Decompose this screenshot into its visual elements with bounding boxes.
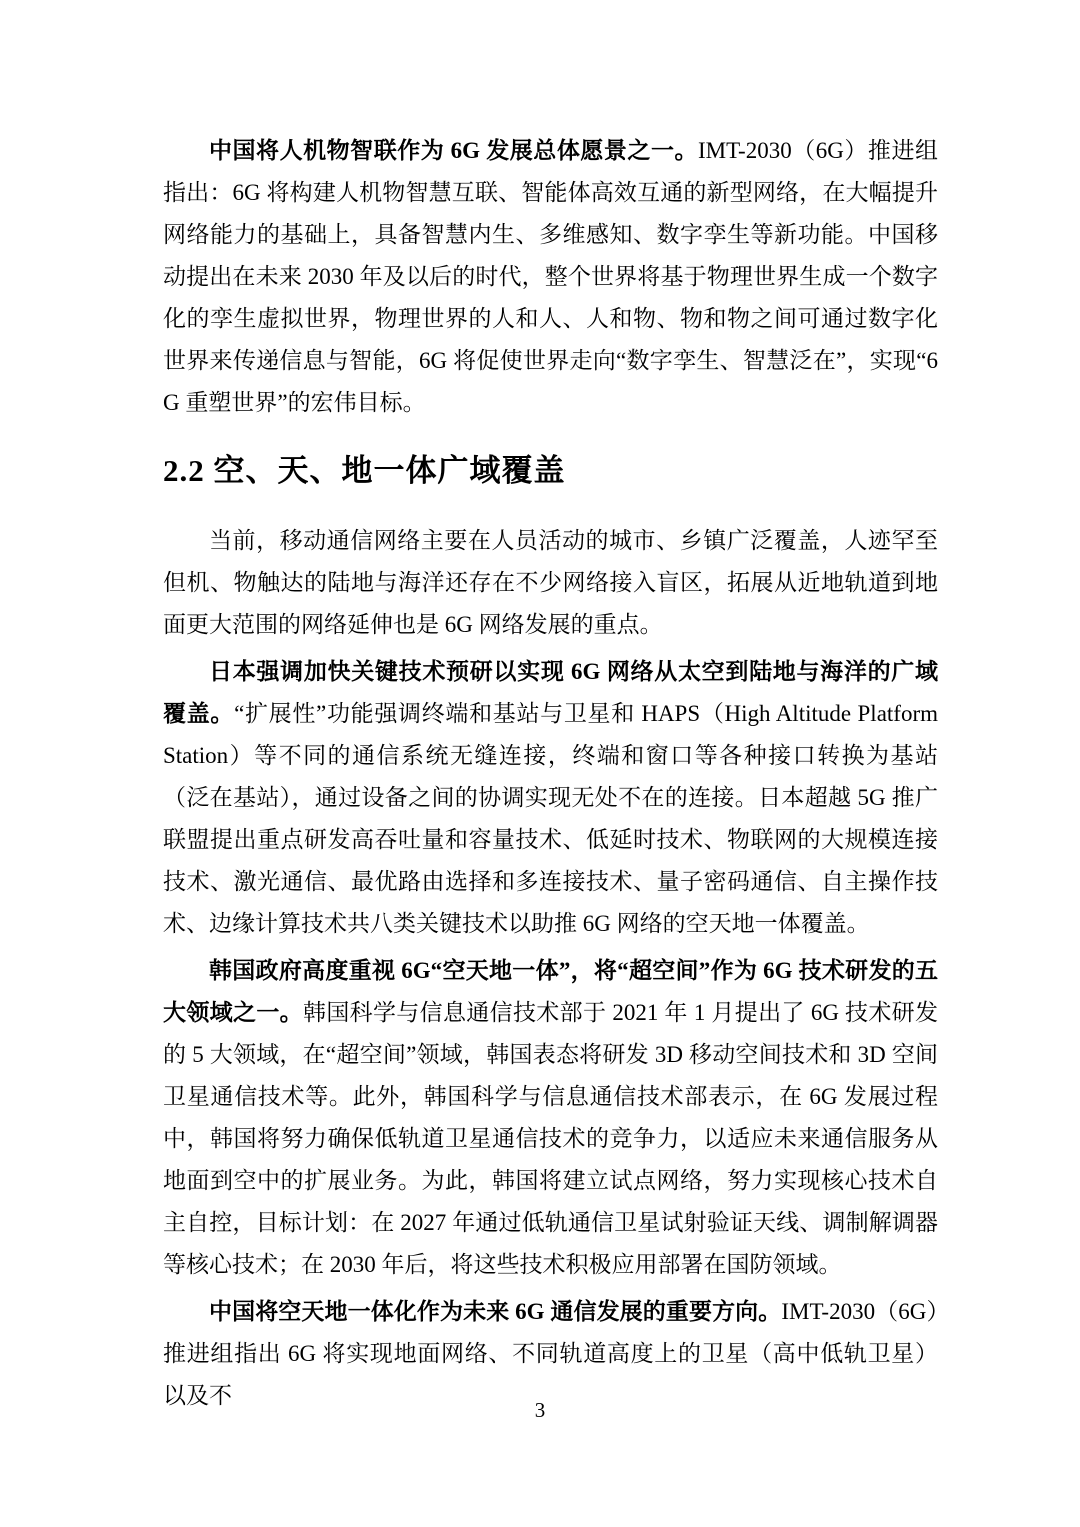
paragraph-text: IMT-2030（6G）推进组指出 6G 将实现地面网络、不同轨道高度上的卫星（高中低轨卫星）以及不	[163, 1299, 938, 1408]
paragraph-text: 当前，移动通信网络主要在人员活动的城市、乡镇广泛覆盖，人迹罕至但机、物触达的陆地与海洋还存在不少网络接入盲区，拓展从近地轨道到地面更大范围的网络延伸也是 6G 网络发展的重点。	[163, 528, 938, 637]
paragraph-lead-bold: 日本强调加快关键技术预研以实现 6G 网络从太空到陆地与海洋的广域覆盖。	[163, 659, 938, 726]
section-heading: 2.2 空、天、地一体广域覆盖	[163, 453, 566, 488]
paragraph-text: “扩展性”功能强调终端和基站与卫星和 HAPS（High Altitude Platform Station）等不同的通信系统无缝连接，终端和窗口等各种接口转换为基站（泛在基站），通过设备之间的协调实现无处不在的连接。日本超越 5G 推广联盟提出重点研发高吞吐量和容量技术、低延时技术、物联网的大规模连接技术、激光通信、最优路由选择和多连接技术、量子密码通信、自主操作技术、边缘计算技术共八类关键技术以助推 6G 网络的空天地一体覆盖。	[163, 701, 939, 936]
document-content	[163, 130, 938, 1422]
paragraph	[163, 520, 938, 646]
paragraph	[163, 950, 938, 1286]
paragraph-text: 韩国科学与信息通信技术部于 2021 年 1 月提出了 6G 技术研发的 5 大领域，在“超空间”领域，韩国表态将研发 3D 移动空间技术和 3D 空间卫星通信技术等。此外，韩国科学与信息通信技术部表示，在 6G 发展过程中，韩国将努力确保低轨道卫星通信技术的竞争力，以适应未来通信服务从地面到空中的扩展业务。为此，韩国将建立试点网络，努力实现核心技术自主自控，目标计划：在 2027 年通过低轨通信卫星试射验证天线、调制解调器等核心技术；在 2030 年后，将这些技术积极应用部署在国防领域。	[163, 1000, 938, 1277]
paragraph-lead-bold: 中国将人机物智联作为 6G 发展总体愿景之一。	[209, 138, 698, 163]
paragraph	[163, 130, 938, 424]
paragraph	[163, 651, 938, 945]
paragraph-text: IMT-2030（6G）推进组指出：6G 将构建人机物智慧互联、智能体高效互通的新型网络，在大幅提升网络能力的基础上，具备智慧内生、多维感知、数字孪生等新功能。中国移动提出在未来 2030 年及以后的时代，整个世界将基于物理世界生成一个数字化的孪生虚拟世界，物理世界的人和人、人和物、物和物之间可通过数字化世界来传递信息与智能，6G 将促使世界走向“数字孪生、智慧泛在”，实现“6G 重塑世界”的宏伟目标。	[163, 138, 938, 415]
paragraph-lead-bold: 韩国政府高度重视 6G“空天地一体”，将“超空间”作为 6G 技术研发的五大领域之一。	[163, 958, 938, 1025]
page-number: 3	[534, 1398, 546, 1422]
page-footer	[0, 1396, 1080, 1424]
paragraph-lead-bold: 中国将空天地一体化作为未来 6G 通信发展的重要方向。	[209, 1299, 782, 1324]
